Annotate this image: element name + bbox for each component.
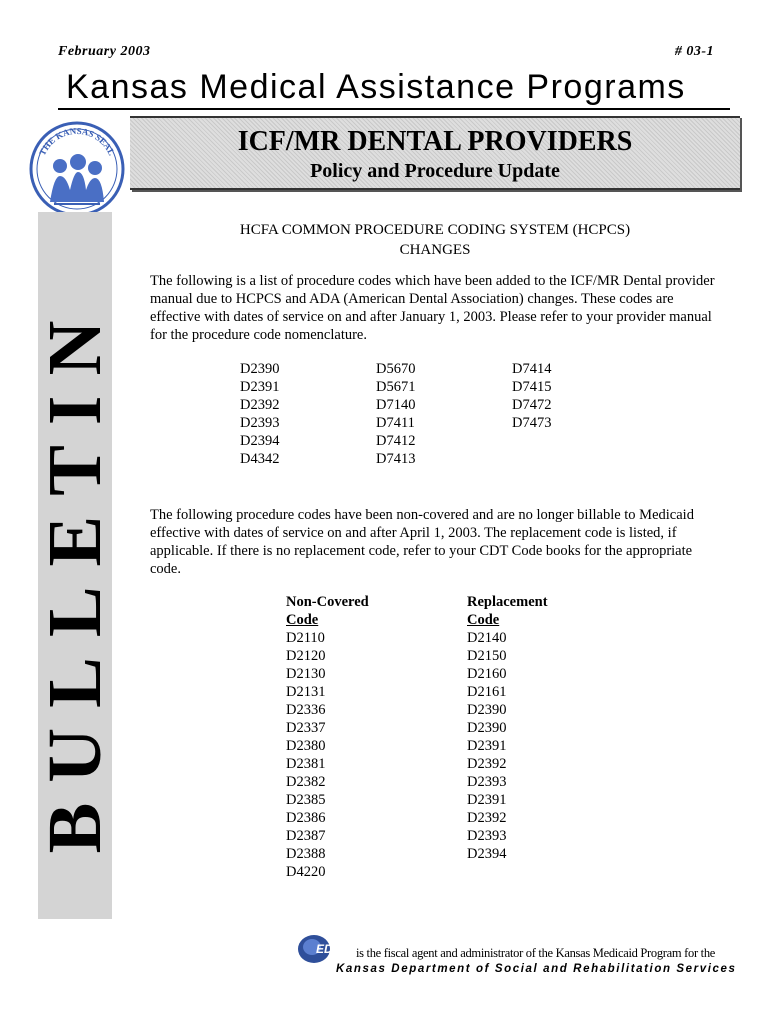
kansas-seal-icon [28,120,126,218]
banner-title: ICF/MR DENTAL PROVIDERS [237,126,633,157]
code-item: D5671 [376,379,416,395]
section-heading-line2: CHANGES [399,242,471,258]
code-item: D7140 [376,397,416,413]
noncovered-code: D2337 [286,720,326,736]
code-item: D7415 [512,379,552,395]
footer-line1: is the fiscal agent and administrator of the Kansas Medicaid Program for the [356,946,716,960]
bulletin-date: February 2003 [58,44,151,59]
code-item: D2394 [240,433,280,449]
replacement-header-line2: Code [467,612,500,628]
noncovered-code: D2130 [286,666,326,682]
added-codes-column-3 [512,360,551,432]
noncovered-header-line2: Code [286,612,319,628]
noncovered-code: D4220 [286,864,326,880]
code-item: D7414 [512,361,552,377]
noncovered-code: D2336 [286,702,326,718]
replacement-code: D2140 [467,630,507,646]
replacement-code: D2391 [467,792,507,808]
code-item: D2391 [240,379,280,395]
noncovered-code: D2110 [286,630,325,646]
replacement-code: D2390 [467,720,507,736]
noncovered-code: D2131 [286,684,326,700]
noncovered-code: D2120 [286,648,326,664]
code-item: D7472 [512,397,552,413]
code-item: D7411 [376,415,415,431]
bulletin-number: # 03-1 [674,44,714,59]
noncovered-header [286,593,369,629]
replacement-code: D2150 [467,648,507,664]
code-item: D4342 [240,451,280,467]
noncovered-code: D2387 [286,828,326,844]
replacement-code: D2391 [467,738,507,754]
code-item: D5670 [376,361,416,377]
eds-logo-icon [296,934,350,964]
replacement-header [467,593,548,629]
banner-subtitle: Policy and Procedure Update [310,160,560,182]
replacement-code: D2393 [467,774,507,790]
title-banner [130,116,740,190]
section-heading-line1: HCFA COMMON PROCEDURE CODING SYSTEM (HCPCS) [239,222,631,238]
noncovered-code: D2380 [286,738,326,754]
replacement-code: D2161 [467,684,507,700]
replacement-code: D2392 [467,756,507,772]
noncovered-code: D2386 [286,810,326,826]
code-item: D2393 [240,415,280,431]
page-title: Kansas Medical Assistance Programs [66,68,686,106]
replacement-code-column [467,629,506,863]
noncovered-code: D2381 [286,756,326,772]
replacement-code: D2390 [467,702,507,718]
replacement-code: D2392 [467,810,507,826]
code-item: D2392 [240,397,280,413]
replacement-code: D2394 [467,846,507,862]
bulletin-label: BULLETIN [33,300,117,854]
added-codes-paragraph: The following is a list of procedure codes which have been added to the ICF/MR Dental provider manual due to HCPCS and ADA (American Dental Association) changes. These codes are effective with dates of service on and after January 1, 2003. Please refer to your provider manual for the procedure code nomenclature. [150,273,715,343]
section-heading [150,220,720,260]
noncovered-code: D2385 [286,792,326,808]
replacement-code: D2393 [467,828,507,844]
code-item: D7413 [376,451,416,467]
code-item: D7412 [376,433,416,449]
code-item: D7473 [512,415,552,431]
noncovered-code: D2382 [286,774,326,790]
noncovered-code: D2388 [286,846,326,862]
seal-text: THE KANSAS SEAL [37,125,117,158]
replacement-code: D2160 [467,666,507,682]
footer-line2: Kansas Department of Social and Rehabilitation Services [336,963,737,975]
eds-logo-text: EDS [316,942,341,956]
header-divider [58,108,730,110]
added-codes-column-1 [240,360,279,468]
code-item: D2390 [240,361,280,377]
replacement-header-line1: Replacement [467,594,548,610]
noncovered-codes-paragraph: The following procedure codes have been non-covered and are no longer billable to Medicaid effective with dates of service on and after April 1, 2003. The replacement code is listed, if applicable. If there is no replacement code, refer to your CDT Code books for the appropriate code. [150,507,694,577]
noncovered-code-column [286,629,325,881]
noncovered-header-line1: Non-Covered [286,594,369,610]
added-codes-column-2 [376,360,415,468]
